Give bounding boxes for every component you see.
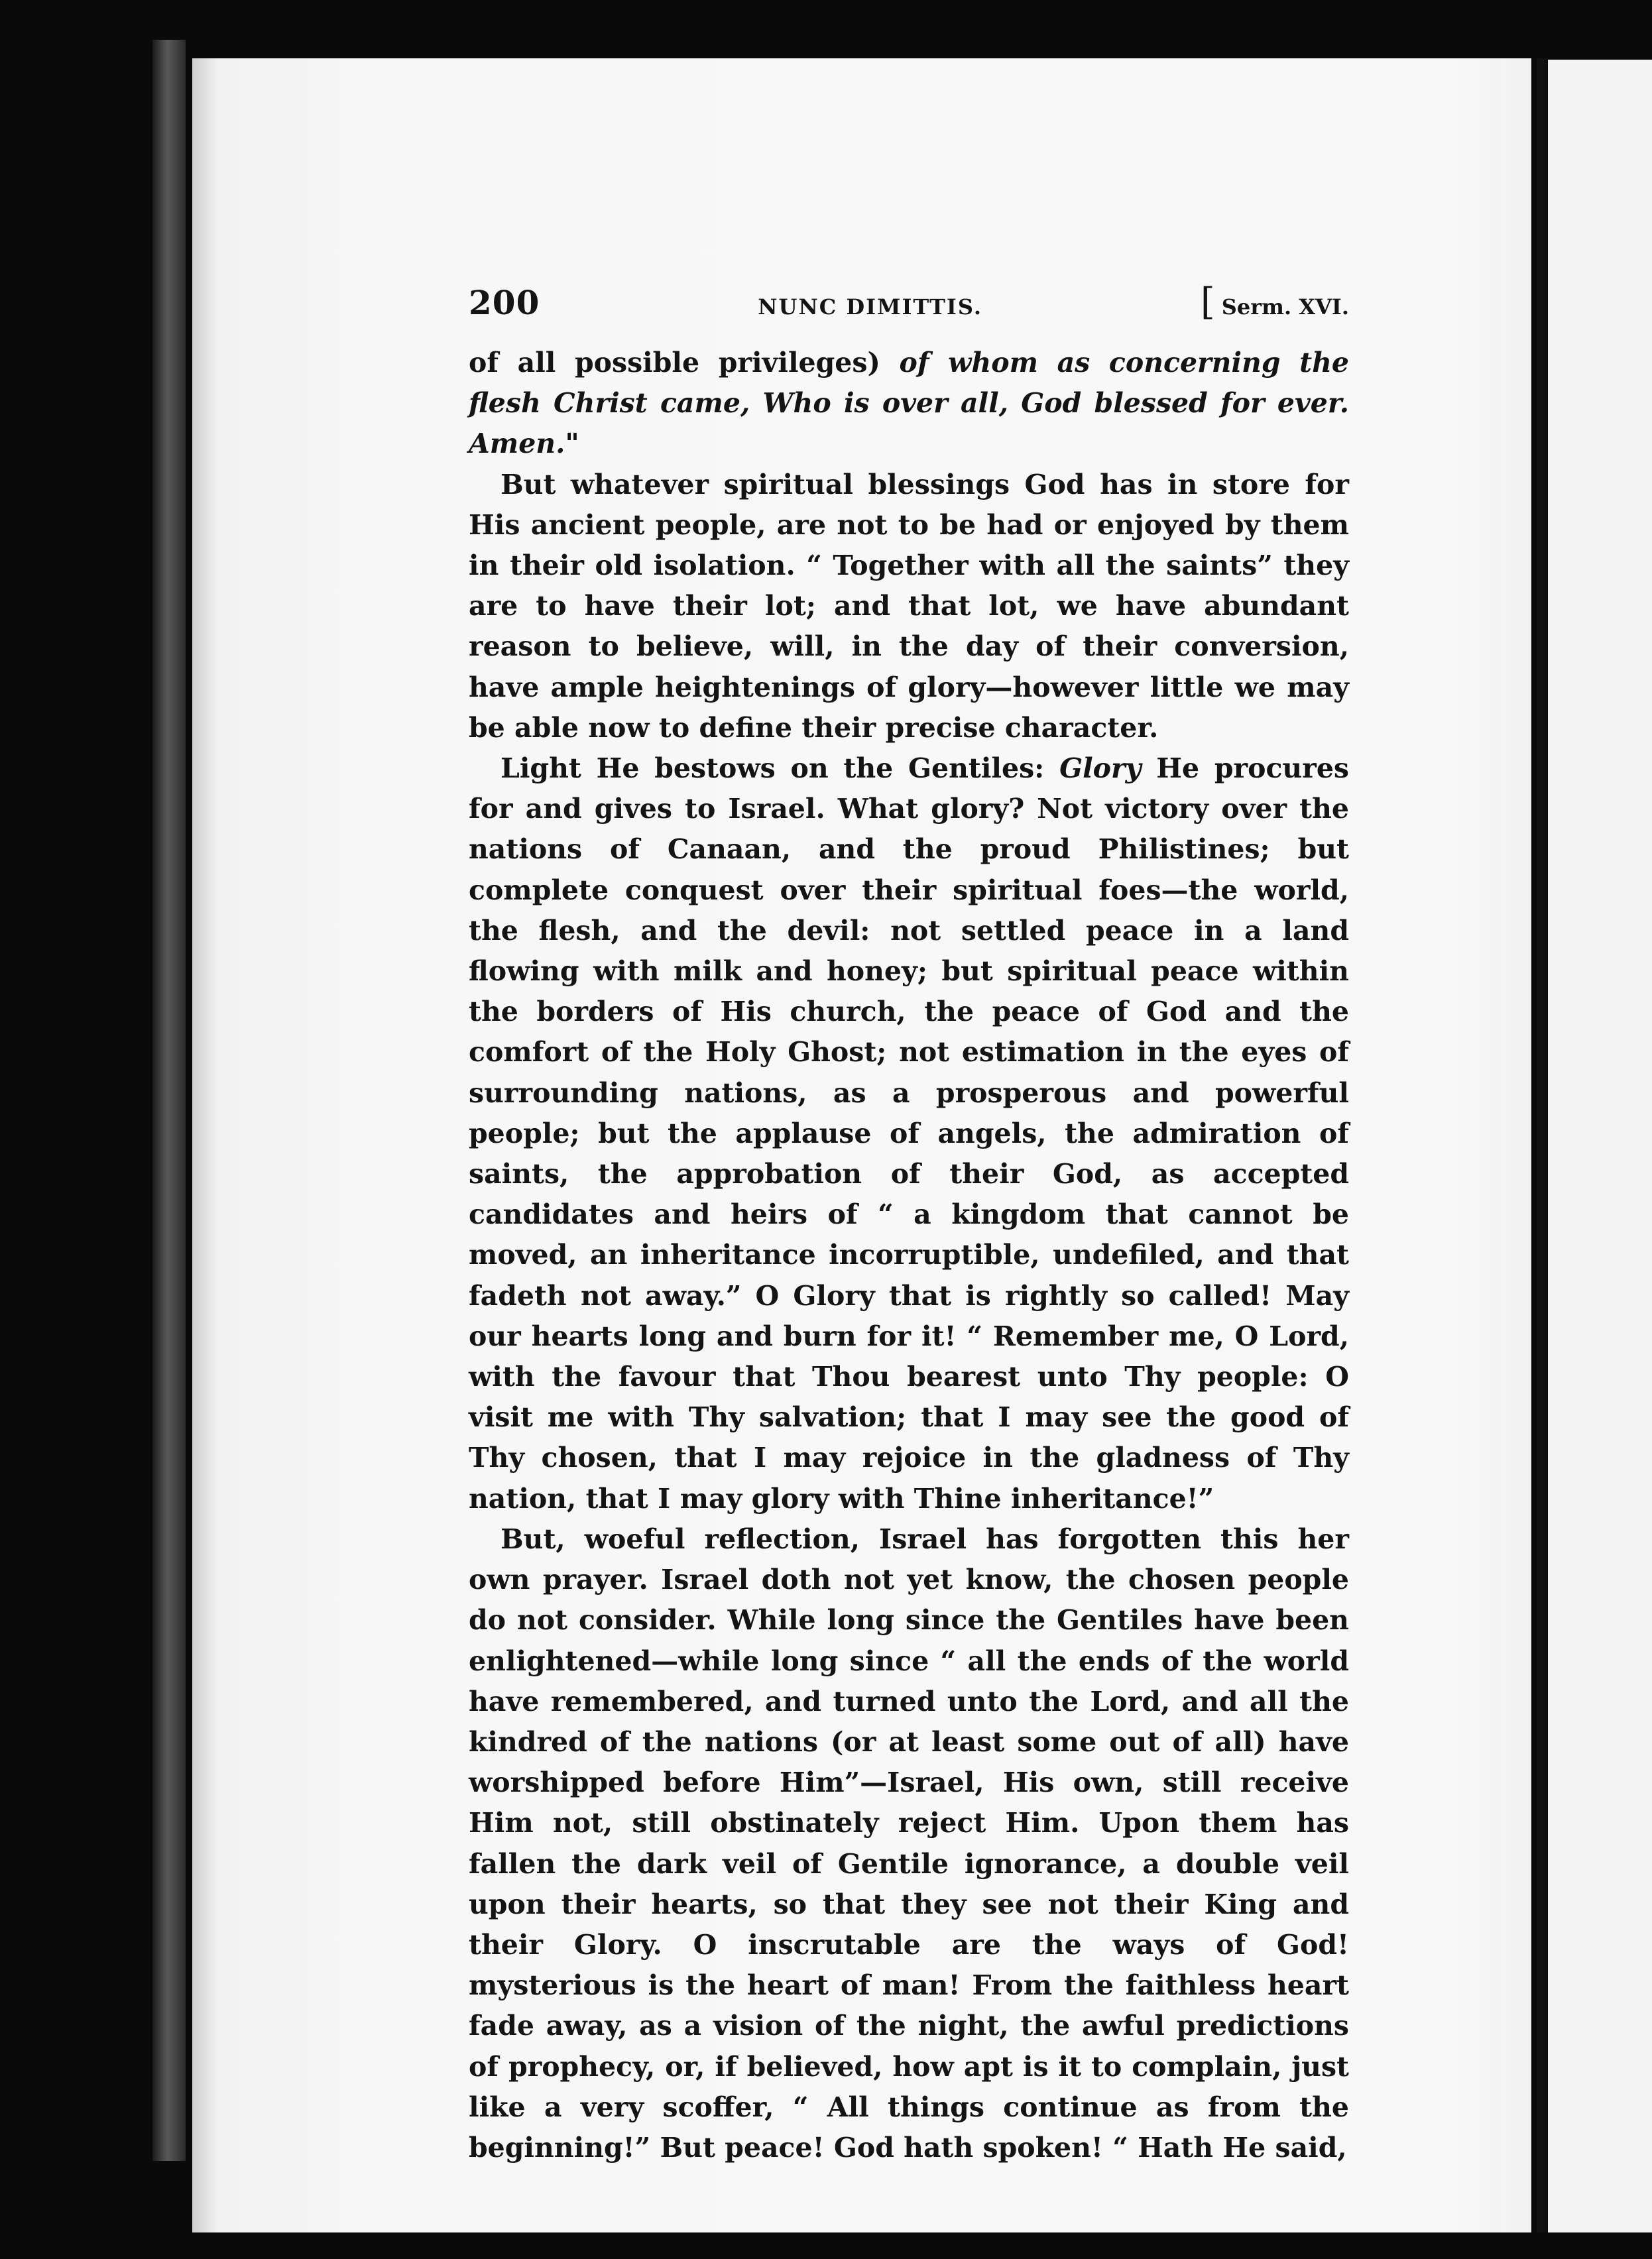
section-bracket: [ <box>1200 280 1215 323</box>
page-number: 200 <box>469 283 540 322</box>
page-title: NUNC DIMITTIS. <box>758 294 982 319</box>
italic-quotation: of whom as concerning the flesh Christ came, Who is over all, God blessed for ever. Amen. <box>469 347 1349 460</box>
paragraph: But, woeful reflection, Israel has forgotten this her own prayer. Israel doth not yet know, the chosen people do not consider. While long since the Gentiles have been enlightened—while long since “ all the ends of the world have remembered, and turned unto the Lord, and all the kindred of the nations (or at least some out of all) have worshipped before Him”—Israel, His own, still receive Him not, still obstinately reject Him. Upon them has fallen the dark veil of Gentile ignorance, a double veil upon their hearts, so that they see not their King and their Glory. O inscrutable are the ways of God! mysterious is the heart of man! From the faithless heart fade away, as a vision of the night, the awful predictions of prophecy, or, if believed, how apt is it to complain, just like a very scoffer, “ All things continue as from the beginning!” But peace! God hath spoken! “ Hath He said, <box>469 1523 1349 2164</box>
paragraph-text: of all possible privileges) <box>469 347 900 378</box>
page-text <box>469 282 1349 2168</box>
paragraph-text: Light He bestows on the Gentiles: <box>501 752 1060 785</box>
book-binding-edge <box>152 40 186 2161</box>
paragraph: But whatever spiritual blessings God has in store for His ancient people, are not to be had or enjoyed by them in their old isolation. “ Together with all the saints” they are to have their lot; and that lot, we have abundant reason to believe, will, in the day of their conversion, have ample heightenings of glory—however little we may be able now to define their precise character. <box>469 468 1349 744</box>
paragraph-text: " <box>565 428 579 460</box>
paragraph-text: He procures for and gives to Israel. What glory? Not victory over the nations of Canaan, and the proud Philistines; but complete conquest over their spiritual foes—the world, the flesh, and the devil: not settled peace in a land flowing with milk and honey; but spiritual peace within the borders of His church, the peace of God and the comfort of the Holy Ghost; not estimation in the eyes of surrounding nations, as a prosperous and powerful people; but the applause of angels, the admiration of saints, the approbation of their God, as accepted candidates and heirs of “ a kingdom that cannot be moved, an inheritance incorruptible, undefiled, and that fadeth not away.” O Glory that is rightly so called! May our hearts long and burn for it! “ Remember me, O Lord, with the favour that Thou bearest unto Thy people: O visit me with Thy salvation; that I may see the good of Thy chosen, that I may rejoice in the gladness of Thy nation, that I may glory with Thine inheritance!” <box>469 752 1350 1515</box>
scan-bottom-edge <box>0 2232 1652 2259</box>
section-reference <box>1201 282 1349 327</box>
italic-word: Glory <box>1059 752 1142 785</box>
adjacent-page-edge <box>1548 60 1652 2247</box>
paragraph <box>469 748 1349 1519</box>
paragraph-continuation <box>469 343 1349 465</box>
running-head <box>469 282 1349 333</box>
page-gutter <box>1537 58 1547 2246</box>
section-label: Serm. XVI. <box>1221 294 1349 319</box>
